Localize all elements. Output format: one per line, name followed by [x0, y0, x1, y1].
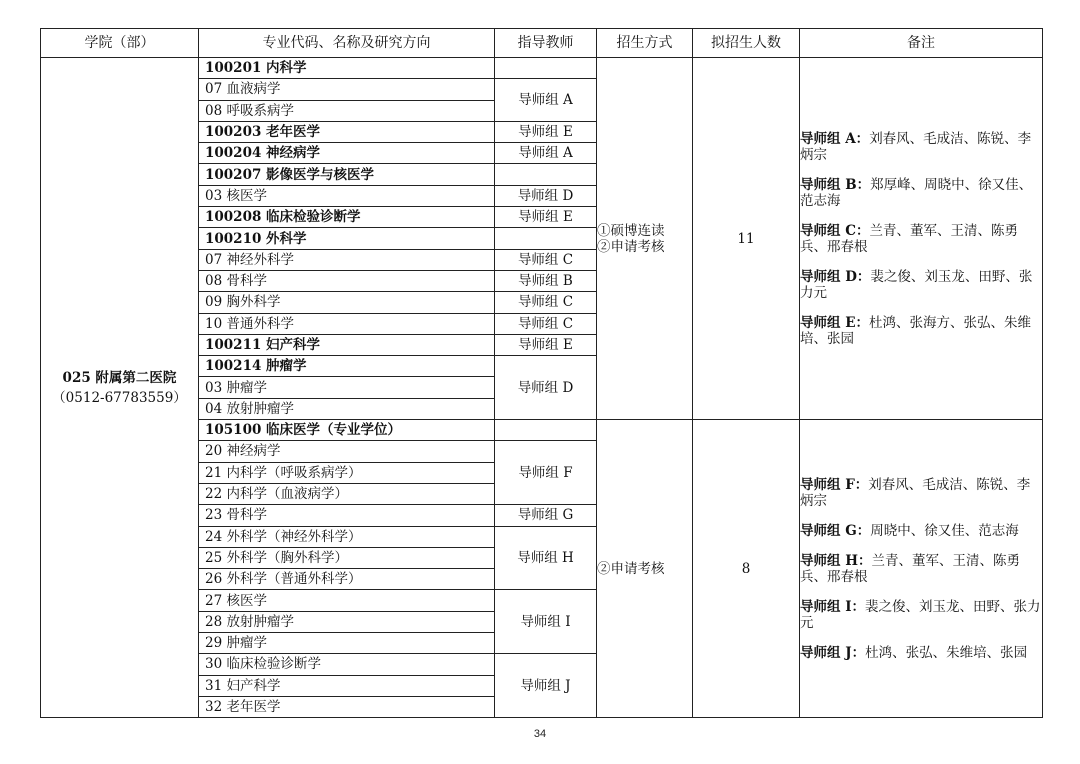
note-item: 导师组 B：郑厚峰、周晓中、徐又佳、范志海 — [800, 176, 1033, 209]
major-row: 100208 临床检验诊断学 — [199, 207, 495, 228]
header-advisor: 指导教师 — [495, 29, 597, 58]
direction-row: 07 血液病学 — [199, 79, 495, 100]
direction-row: 07 神经外科学 — [199, 249, 495, 270]
method-option: ②申请考核 — [597, 238, 665, 255]
note-item: 导师组 D：裴之俊、刘玉龙、田野、张力元 — [800, 268, 1033, 301]
advisor-cell: 导师组 E — [495, 207, 597, 228]
major-row: 100211 妇产科学 — [199, 334, 495, 355]
page-number: 34 — [533, 728, 547, 740]
note-item: 导师组 I：裴之俊、刘玉龙、田野、张力元 — [800, 598, 1041, 631]
note-item: 导师组 J：杜鸿、张弘、朱维培、张园 — [800, 644, 1028, 661]
direction-row: 03 肿瘤学 — [199, 377, 495, 398]
note-item: 导师组 G：周晓中、徐又佳、范志海 — [800, 522, 1019, 539]
advisor-cell: 导师组 C — [495, 313, 597, 334]
direction-row: 08 骨科学 — [199, 270, 495, 291]
direction-row: 32 老年医学 — [199, 696, 495, 717]
advisor-cell: 导师组 G — [495, 505, 597, 526]
notes-cell — [800, 58, 1043, 420]
major-row: 100214 肿瘤学 — [199, 356, 495, 377]
header-notes: 备注 — [800, 29, 1043, 58]
major-row: 100207 影像医学与核医学 — [199, 164, 495, 185]
notes-cell — [800, 420, 1043, 718]
method-cell — [597, 420, 693, 718]
advisor-cell: 导师组 D — [495, 356, 597, 420]
quota-cell: 11 — [693, 58, 800, 420]
major-row: 100203 老年医学 — [199, 121, 495, 142]
direction-row: 23 骨科学 — [199, 505, 495, 526]
direction-row: 22 内科学（血液病学） — [199, 483, 495, 504]
method-cell — [597, 58, 693, 420]
advisor-cell-empty — [495, 58, 597, 79]
note-item: 导师组 E：杜鸿、张海方、张弘、朱维培、张园 — [800, 314, 1031, 347]
direction-row: 04 放射肿瘤学 — [199, 398, 495, 419]
advisor-cell-empty — [495, 420, 597, 441]
note-item: 导师组 A：刘春风、毛成洁、陈锐、李炳宗 — [800, 130, 1032, 163]
advisor-cell: 导师组 C — [495, 249, 597, 270]
direction-row: 20 神经病学 — [199, 441, 495, 462]
advisor-cell: 导师组 B — [495, 270, 597, 291]
advisor-cell-empty — [495, 228, 597, 249]
advisor-cell: 导师组 D — [495, 185, 597, 206]
advisor-cell: 导师组 I — [495, 590, 597, 654]
direction-row: 10 普通外科学 — [199, 313, 495, 334]
direction-row: 27 核医学 — [199, 590, 495, 611]
major-row: 100201 内科学 — [199, 58, 495, 79]
advisor-cell: 导师组 E — [495, 334, 597, 355]
header-method: 招生方式 — [597, 29, 693, 58]
advisor-cell: 导师组 F — [495, 441, 597, 505]
header-major: 专业代码、名称及研究方向 — [199, 29, 495, 58]
advisor-cell-empty — [495, 164, 597, 185]
direction-row: 26 外科学（普通外科学） — [199, 569, 495, 590]
college-name: 025 附属第二医院 — [62, 369, 177, 386]
direction-row: 09 胸外科学 — [199, 292, 495, 313]
note-item: 导师组 C：兰青、董军、王清、陈勇兵、邢春根 — [800, 222, 1018, 255]
advisor-cell: 导师组 E — [495, 121, 597, 142]
direction-row: 03 核医学 — [199, 185, 495, 206]
college-phone: （0512-67783559） — [52, 389, 187, 406]
direction-row: 24 外科学（神经外科学） — [199, 526, 495, 547]
admissions-table — [40, 28, 1043, 718]
direction-row: 28 放射肿瘤学 — [199, 611, 495, 632]
advisor-cell: 导师组 C — [495, 292, 597, 313]
header-quota: 拟招生人数 — [693, 29, 800, 58]
method-option: ①硕博连读 — [597, 222, 665, 239]
direction-row: 21 内科学（呼吸系病学） — [199, 462, 495, 483]
note-item: 导师组 H：兰青、董军、王清、陈勇兵、邢春根 — [800, 552, 1020, 585]
major-row: 105100 临床医学（专业学位） — [199, 420, 495, 441]
advisor-cell: 导师组 A — [495, 79, 597, 122]
college-cell — [41, 58, 199, 718]
major-row: 100210 外科学 — [199, 228, 495, 249]
major-row: 100204 神经病学 — [199, 143, 495, 164]
direction-row: 30 临床检验诊断学 — [199, 654, 495, 675]
quota-cell: 8 — [693, 420, 800, 718]
advisor-cell: 导师组 H — [495, 526, 597, 590]
advisor-cell: 导师组 J — [495, 654, 597, 718]
header-row — [41, 29, 1043, 58]
direction-row: 31 妇产科学 — [199, 675, 495, 696]
method-option: ②申请考核 — [597, 560, 665, 577]
table-row — [41, 58, 1043, 79]
direction-row: 29 肿瘤学 — [199, 633, 495, 654]
direction-row: 08 呼吸系病学 — [199, 100, 495, 121]
header-college: 学院（部） — [41, 29, 199, 58]
advisor-cell: 导师组 A — [495, 143, 597, 164]
note-item: 导师组 F：刘春风、毛成洁、陈锐、李炳宗 — [800, 476, 1031, 509]
direction-row: 25 外科学（胸外科学） — [199, 547, 495, 568]
